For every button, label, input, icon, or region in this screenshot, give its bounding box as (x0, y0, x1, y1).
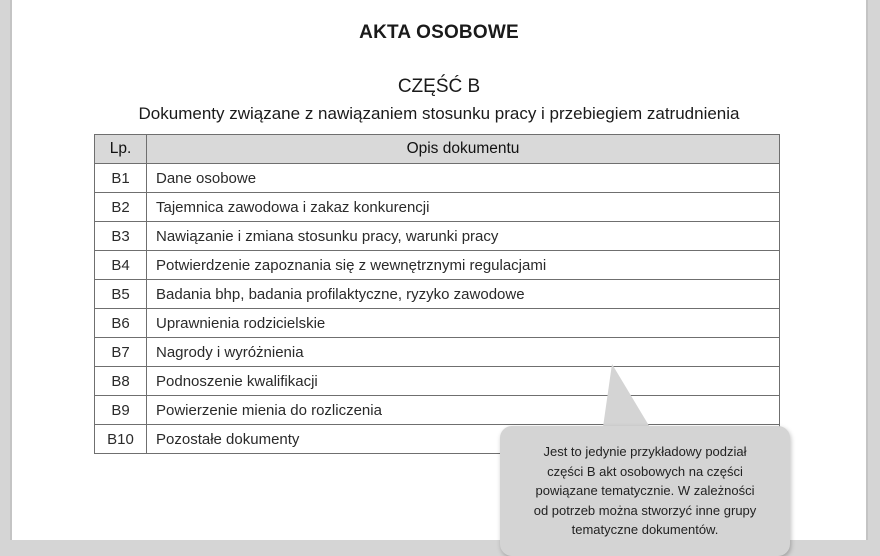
row-description: Tajemnica zawodowa i zakaz konkurencji (147, 193, 780, 222)
documents-table (94, 134, 780, 454)
table-row (95, 309, 780, 338)
callout-line: Jest to jedynie przykładowy podział (543, 444, 747, 459)
header-description: Opis dokumentu (147, 135, 780, 164)
table-row (95, 367, 780, 396)
row-lp: B6 (95, 309, 147, 338)
table-header-row (95, 135, 780, 164)
header-lp: Lp. (95, 135, 147, 164)
part-heading: CZĘŚĆ B (397, 76, 481, 97)
table-row (95, 396, 780, 425)
row-description: Dane osobowe (147, 164, 780, 193)
table-row (95, 164, 780, 193)
row-lp: B1 (95, 164, 147, 193)
row-description: Pozostałe dokumenty (147, 425, 780, 454)
callout-line: tematyczne dokumentów. (571, 522, 719, 537)
table-row (95, 338, 780, 367)
callout-pointer (602, 364, 662, 434)
callout-text (514, 442, 776, 540)
table-row (95, 251, 780, 280)
callout-line: od potrzeb można stworzyć inne grupy (533, 502, 757, 518)
row-lp: B9 (95, 396, 147, 425)
row-lp: B3 (95, 222, 147, 251)
note-callout (500, 426, 790, 556)
row-description: Badania bhp, badania profilaktyczne, ryzyko zawodowe (147, 280, 780, 309)
row-lp: B5 (95, 280, 147, 309)
row-lp: B4 (95, 251, 147, 280)
callout-line: części B akt osobowych na części (547, 463, 743, 479)
row-description: Potwierdzenie zapoznania się z wewnętrznymi regulacjami (147, 251, 780, 280)
row-lp: B7 (95, 338, 147, 367)
document-title: AKTA OSOBOWE (359, 22, 519, 43)
table-row (95, 280, 780, 309)
row-description: Podnoszenie kwalifikacji (147, 367, 780, 396)
table-row (95, 193, 780, 222)
row-description: Powierzenie mienia do rozliczenia (147, 396, 780, 425)
row-description: Uprawnienia rodzicielskie (147, 309, 780, 338)
part-subtitle: Dokumenty związane z nawiązaniem stosunku pracy i przebiegiem zatrudnienia (138, 104, 740, 123)
row-lp: B2 (95, 193, 147, 222)
callout-line: powiązane tematycznie. W zależności (535, 483, 755, 498)
row-lp: B10 (95, 425, 147, 454)
row-lp: B8 (95, 367, 147, 396)
row-description: Nawiązanie i zmiana stosunku pracy, warunki pracy (147, 222, 780, 251)
table-row (95, 222, 780, 251)
row-description: Nagrody i wyróżnienia (147, 338, 780, 367)
